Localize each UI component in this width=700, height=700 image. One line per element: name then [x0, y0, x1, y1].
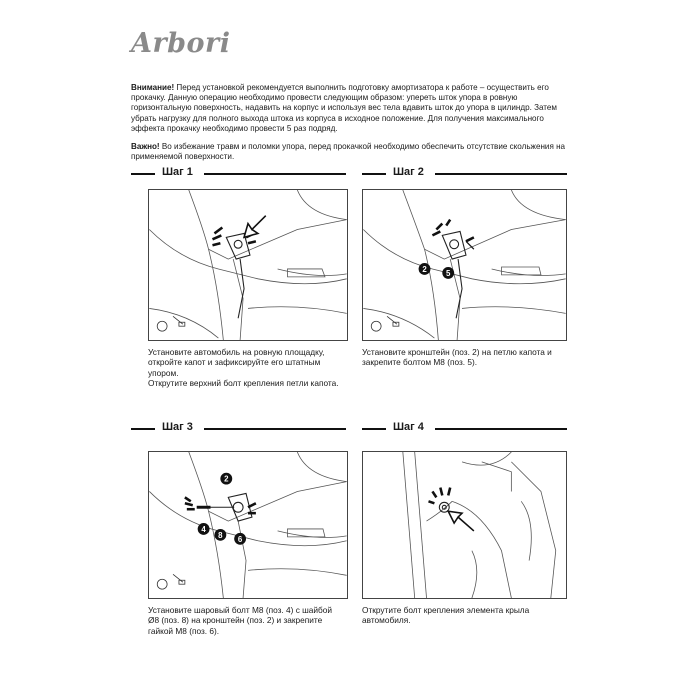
fender-bolt-drawing	[363, 452, 566, 598]
step-1-illustration	[148, 189, 348, 341]
caption-line: Открутите болт крепления элемента крыла	[362, 605, 530, 615]
important-title: Важно!	[131, 142, 160, 152]
caption-line: Установите автомобиль на ровную площадку,	[148, 347, 325, 357]
svg-text:5: 5	[446, 268, 451, 278]
warning-title: Внимание!	[131, 83, 175, 92]
svg-text:2: 2	[224, 474, 229, 484]
step-3-caption	[148, 605, 363, 636]
caption-line: откройте капот и зафиксируйте его штатным	[148, 357, 321, 368]
caption-line: автомобиля.	[362, 615, 411, 626]
step-1-caption	[148, 347, 363, 389]
caption-line: Установите кронштейн (поз. 2) на петлю капота и	[362, 347, 552, 357]
ball-bolt-drawing	[149, 452, 347, 598]
svg-text:8: 8	[218, 530, 223, 540]
brand-logo: Arbori	[131, 28, 231, 59]
step-4-label: Шаг 4	[393, 421, 424, 433]
important-paragraph	[131, 142, 571, 162]
callout-6	[234, 533, 246, 545]
callout-2	[419, 263, 431, 275]
step-2-caption	[362, 347, 577, 368]
caption-line: закрепите болтом М8 (поз. 5).	[362, 357, 478, 368]
caption-line: Установите шаровый болт М8 (поз. 4) с шайбой	[148, 605, 333, 615]
svg-text:6: 6	[237, 534, 243, 544]
step-2-header	[362, 166, 567, 180]
step-3-header	[131, 421, 346, 435]
hood-hinge-drawing	[149, 190, 347, 340]
callout-5	[442, 267, 454, 279]
tool-icon	[157, 574, 185, 589]
caption-line: Ø8 (поз. 8) на кронштейн (поз. 2) и закрепите	[148, 615, 323, 626]
step-1-label: Шаг 1	[162, 166, 193, 178]
step-2-illustration	[362, 189, 567, 341]
tool-icon	[157, 316, 185, 331]
svg-text:4: 4	[201, 524, 206, 534]
step-3-label: Шаг 3	[162, 421, 193, 433]
caption-line: упором.	[148, 367, 179, 378]
step-4-illustration	[362, 451, 567, 599]
caption-line: гайкой М8 (поз. 6).	[148, 625, 220, 636]
step-2-label: Шаг 2	[393, 166, 424, 178]
callout-8	[214, 529, 226, 541]
step-4-header	[362, 421, 567, 435]
step-1-header	[131, 166, 346, 180]
callout-2	[220, 473, 232, 485]
step-4-caption	[362, 605, 577, 626]
warning-text: Перед установкой рекомендуется выполнить подготовку амортизатора к работе – осуществить его прокачку. Данную операцию необходимо провести следующим образом: упереть шток упора в ровную горизонтальную поверхность, надавить на корпус и используя вес тела вдавить шток до упора в цилиндр. Затем убрать нагрузку для полного выхода штока из корпуса в исходное положение. Для получения максимального эффекта прокачку необходимо провести 5 раз подряд.	[131, 83, 557, 133]
svg-text:2: 2	[422, 264, 427, 274]
bracket-install-drawing	[363, 190, 566, 340]
intro-text	[131, 83, 571, 170]
step-3-illustration	[148, 451, 348, 599]
warning-paragraph	[131, 83, 571, 134]
important-text: Во избежание травм и поломки упора, перед прокачкой необходимо обеспечить отсутствие скольжения на применяемой поверхности.	[131, 142, 566, 162]
caption-line: Открутите верхний болт крепления петли капота.	[148, 378, 339, 389]
tool-icon	[371, 316, 399, 331]
callout-4	[198, 523, 210, 535]
